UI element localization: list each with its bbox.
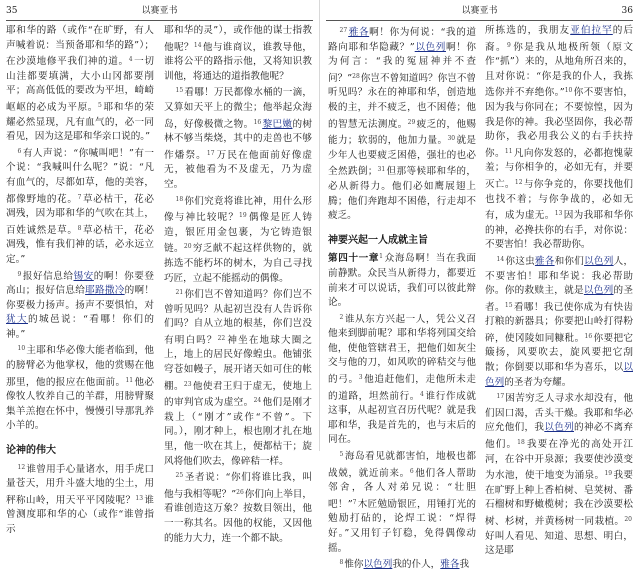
section-heading: 神要兴起一人成就主旨 — [328, 234, 428, 246]
paragraph: $^5$海岛看见就都害怕，地极也都战兢，就近前来。$^6$他们各人帮助邻舍，各人对弟兄说：“壮胆吧！”$^7$木匠勉励银匠，用锤打光的勉励打砧的，论焊工说：“焊得好。”又用钉子钉稳，免得偶像动摇。 — [328, 451, 477, 554]
left-page — [0, 0, 319, 544]
paragraph: $^{14}$你这虫雅各和你们以色列人，不要害怕！耶和华说：我必帮助你。你的救赎主，就是以色列的圣者。$^{15}$看哪！我已使你成为有快齿打粮的新器具；你要把山岭打得粉碎，使冈陵如同糠秕。$^{16}$你要把它簸扬，风要吹去，旋风要把它刮散；你倒要以耶和华为喜乐，以以色列的圣者为夸耀。 — [485, 255, 634, 388]
chapter-title: 第四十一章 — [328, 253, 380, 265]
paragraph: $^2$谁从东方兴起一人，凭公义召他来到脚前呢？耶和华将列国交给他，使他管辖君王，把他们如灰尘交与他的刀，如风吹的碎秸交与他的弓。$^3$他追赶他们，走他所未走的道路，坦然前行。$^4$谁行作成就这事，从起初宣召历代呢？就是我耶和华，我是首先的，也与末后的同在。 — [328, 313, 477, 446]
right-page-header — [326, 4, 633, 21]
paragraph: $^{25}$圣者说：“你们将谁比我，叫他与我相等呢？”$^{26}$你们向上举目，看谁创造这万象？按数目领出，他一一称其名。因他的权能，又因他的能力大力，连一个都不缺。 — [164, 472, 313, 544]
paragraph: 耶和华的灵”），或作他的谋士指教他呢？$^{14}$他与谁商议，谁教导他，谁将公平的路指示他，又将知识教训他，将通达的道指教他呢？ — [164, 25, 313, 82]
paragraph: $^9$报好信息给锡安的啊！你要登高山；报好信息给耶路撒冷的啊！你要极力扬声。扬声不要惧怕，对犹大的城邑说：“看哪！你们的神。” — [6, 270, 155, 340]
paragraph: $^{15}$看哪！万民都像水桶的一滴，又算如天平上的微尘；他举起众海岛，好像极微之物。$^{16}$黎巴嫩的树林不够当柴烧，其中的走兽也不够作燔祭。$^{17}$万民在他面前好像虚无，被他看为不及虚无，乃为虚空。 — [164, 87, 313, 190]
paragraph: $^{10}$主耶和华必像大能者临到，他的膀臂必为他掌权，他的赏赐在他那里，他的报应在他面前。$^{11}$他必像牧人牧养自己的羊群，用膀臂聚集羊羔抱在怀中，慢慢引导那乳养小羊的。 — [6, 345, 155, 432]
paragraph: 第四十一章$^1$众海岛啊！当在我面前静默。众民当从新得力，都要近前来才可以说话，我们可以彼此辩论。 — [328, 253, 477, 309]
paragraph: 所拣选的，我朋友亚伯拉罕的后裔。$^9$你是我从地极所领（原文作“抓”）来的，从地角所召来的，且对你说：“你是我的仆人，我拣选你并不弃绝你。”$^{10}$你不要害怕，因为我与你同在；不要惊惶，因为我是你的神。我必坚固你，我必帮助你，我必用我公义的右手扶持你。$^{11}$凡向你发怒的，必都抱愧蒙羞；与你相争的，必如无有，并要灭亡。$^{12}$与你争竞的，你要找他们也找不着；与你争战的，必如无有，成为虚无。$^{13}$因为我耶和华你的神，必搀扶你的右手，对你说：不要害怕！我必帮助你。 — [485, 25, 634, 251]
text-column-1 — [6, 24, 155, 535]
paragraph: $^{12}$谁曾用手心量诸水，用手虎口量苍天，用升斗盛大地的尘土，用秤称山岭，用天平平冈陵呢？$^{13}$谁曾测度耶和华的心（或作“谁曾指示 — [6, 463, 155, 535]
section-heading: 论神的伟大 — [6, 445, 56, 457]
paragraph: $^6$有人声说：“你喊叫吧！”有一个说：“我喊叫什么呢？”说：“凡有血气的，尽都如草，他的美容，都像野地的花。$^7$草必枯干，花必凋残，因为耶和华的气吹在其上，百姓诚然是草。$^8$草必枯干，花必凋残，惟有我们神的话，必永远立定。” — [6, 147, 155, 265]
paragraph: $^{27}$雅各啊！你为何说：“我的道路向耶和华隐藏？”以色列啊！你为何言：“我的冤屈神并不查问？”$^{28}$你岂不曾知道吗？你岂不曾听见吗？永在的神耶和华，创造地极的主，并不疲乏，也不困倦；他的智慧无法测度。$^{29}$疲乏的，他赐能力；软弱的，他加力量。$^{30}$就是少年人也要疲乏困倦，强壮的也必全然跌倒；$^{31}$但那等候耶和华的，必从新得力。他们必如鹰展翅上腾；他们奔跑却不困倦，行走却不疲乏。 — [328, 27, 477, 222]
paragraph: $^{18}$你们究竟将谁比神，用什么形像与神比较呢？$^{19}$偶像是匠人铸造，银匠用金包裹，为它铸造银链。$^{20}$穷乏献不起这样供物的，就拣选不能朽坏的树木，为自己寻找巧匠，立起不能摇动的偶像。 — [164, 195, 313, 284]
paragraph: 耶和华的路（或作“在旷野，有人声喊着说：当预备耶和华的路”）；在沙漠地修平我们神的道。$^4$一切山洼都要填满，大小山冈都要削平；高高低低的要改为平坦，崎崎岖岖的必成为平原。$^5$耶和华的荣耀必然显现，凡有血气的，必一同看见，因为这是耶和华亲口说的。” — [6, 25, 155, 143]
right-page — [319, 0, 639, 571]
running-title: 以赛亚书 — [461, 6, 498, 16]
text-column-2 — [164, 24, 313, 544]
text-column-4 — [485, 24, 634, 557]
text-column-3 — [328, 24, 477, 571]
page-number: 36 — [621, 6, 633, 16]
page-number: 35 — [6, 6, 18, 16]
paragraph: $^{17}$困苦穷乏人寻求水却没有，他们因口渴，舌头干燥。我耶和华必应允他们，我以色列的神必不离弃他们。$^{18}$我要在净光的高处开江河，在谷中开泉源；我要使沙漠变为水池，使干地变为涌泉。$^{19}$我要在旷野上种上香柏树、皂荚树、番石榴树和野橄榄树；我在沙漠要松树、杉树，并黄杨树一同栽植。$^{20}$好叫人看见、知道、思想、明白，这是耶 — [485, 393, 634, 557]
running-title: 以赛亚书 — [141, 6, 178, 16]
paragraph: $^8$惟你以色列我的仆人，雅各我 — [339, 559, 470, 571]
paragraph: $^{21}$你们岂不曾知道吗？你们岂不曾听见吗？从起初岂没有人告诉你们吗？自从立地的根基，你们岂没有明白吗？$^{22}$神坐在地球大圈之上，地上的居民好像蝗虫。他铺张穹苍如幔子，展开诸天如可住的帐棚。$^{23}$他使君王归于虚无，使地上的审判官成为虚空。$^{24}$他们是刚才栽上（“刚才”或作“不曾”。下同。），刚才种上，根也刚才扎在地里，他一吹在其上，便都枯干；旋风将他们吹去，像碎秸一样。 — [164, 289, 313, 467]
left-page-header — [6, 4, 313, 21]
